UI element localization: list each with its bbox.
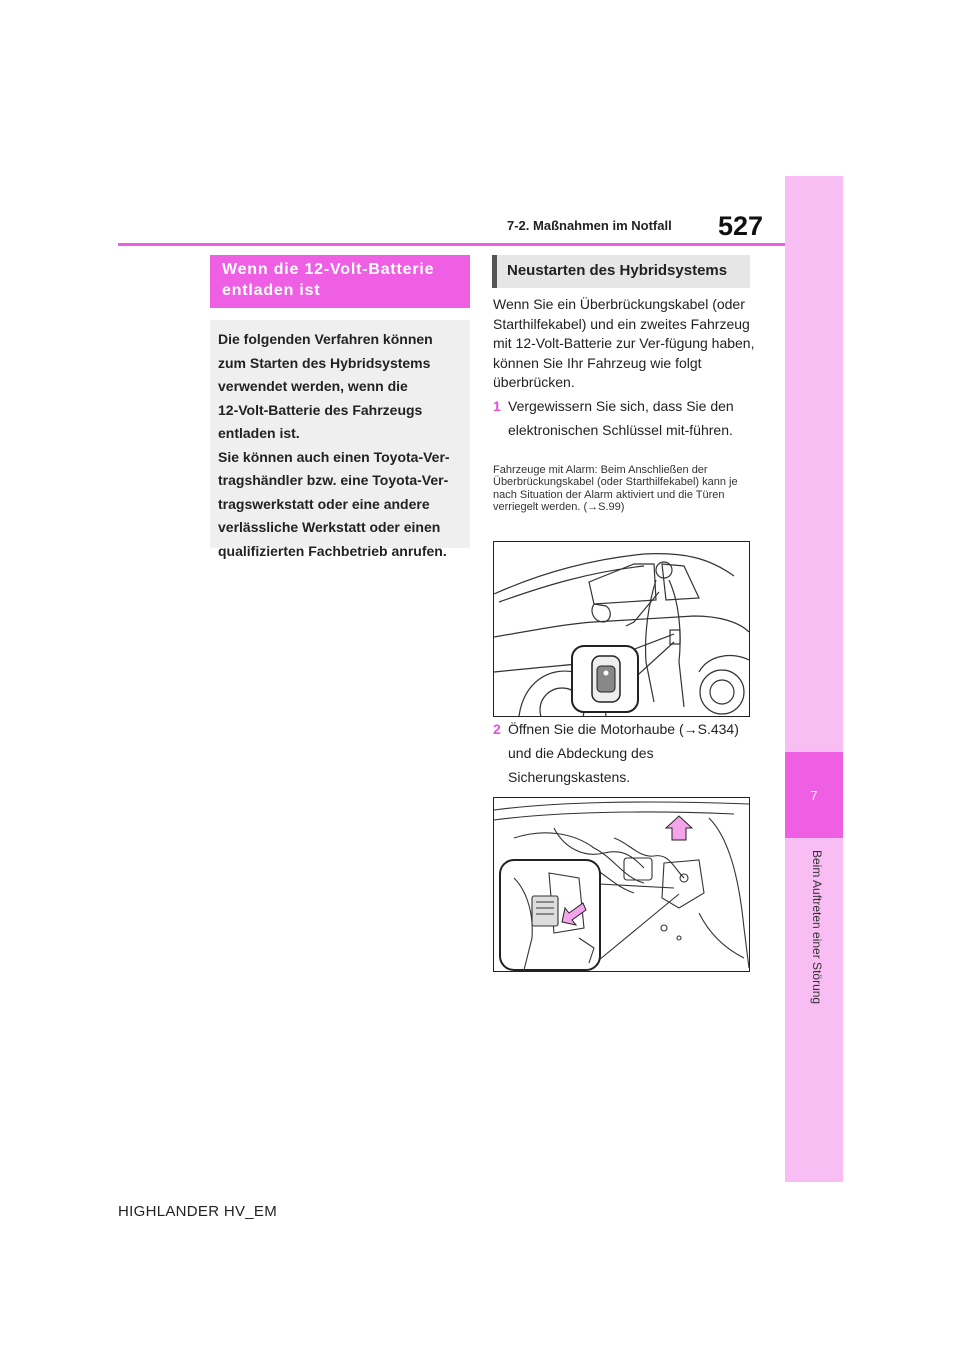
step-1 bbox=[493, 394, 755, 442]
figure-fuse-box bbox=[493, 797, 750, 972]
info-line: entladen ist. bbox=[218, 425, 300, 441]
info-line: zum Starten des Hybridsystems bbox=[218, 354, 431, 371]
alarm-note: Fahrzeuge mit Alarm: Beim Anschließen der Überbrückungskabel (oder Starthilfekabel) kann je nach Situation der Alarm aktiviert und die Türen verriegelt werden. (→S.99) bbox=[493, 464, 738, 514]
step-text: Vergewissern Sie sich, dass Sie den elektronischen Schlüssel mit-führen. bbox=[508, 398, 734, 438]
info-line: verlässliche Werkstatt oder einen bbox=[218, 519, 441, 535]
info-line: 12-Volt-Batterie des Fahrzeugs bbox=[218, 401, 423, 418]
step-2 bbox=[493, 717, 755, 789]
footer-model: HIGHLANDER HV_EM bbox=[118, 1203, 277, 1220]
figure-car-key bbox=[493, 541, 750, 717]
section-reference: 7-2. Maßnahmen im Notfall bbox=[507, 218, 672, 233]
info-line: Sie können auch einen Toyota-Ver- bbox=[218, 448, 450, 465]
step-number: 2 bbox=[493, 721, 501, 737]
info-line: tragswerkstatt oder eine andere bbox=[218, 495, 430, 512]
info-line: Die folgenden Verfahren können bbox=[218, 331, 433, 347]
chapter-number: 7 bbox=[785, 752, 843, 838]
step-number: 1 bbox=[493, 398, 501, 414]
right-section-heading: Neustarten des Hybridsystems bbox=[492, 255, 750, 288]
left-section-heading: Wenn die 12-Volt-Batterie entladen ist bbox=[210, 255, 470, 308]
header-rule bbox=[118, 243, 785, 246]
info-line: qualifizierten Fachbetrieb anrufen. bbox=[218, 542, 447, 559]
chapter-title: Beim Auftreten einer Störung bbox=[810, 850, 824, 1005]
page-number: 527 bbox=[718, 211, 764, 241]
info-line: tragshändler bzw. eine Toyota-Ver- bbox=[218, 472, 449, 488]
engine-bay-illustration bbox=[494, 798, 749, 971]
step-text: Öffnen Sie die Motorhaube (→S.434) und die Abdeckung des Sicherungskastens. bbox=[508, 721, 739, 785]
intro-paragraph: Wenn Sie ein Überbrückungskabel (oder Starthilfekabel) und ein zweites Fahrzeug mit 12-Volt-Batterie zur Ver-fügung haben, können Sie Ihr Fahrzeug wie folgt überbrücken. bbox=[493, 296, 755, 390]
car-key-illustration bbox=[494, 542, 749, 716]
info-line: verwendet werden, wenn die bbox=[218, 378, 408, 394]
info-box bbox=[210, 320, 470, 559]
